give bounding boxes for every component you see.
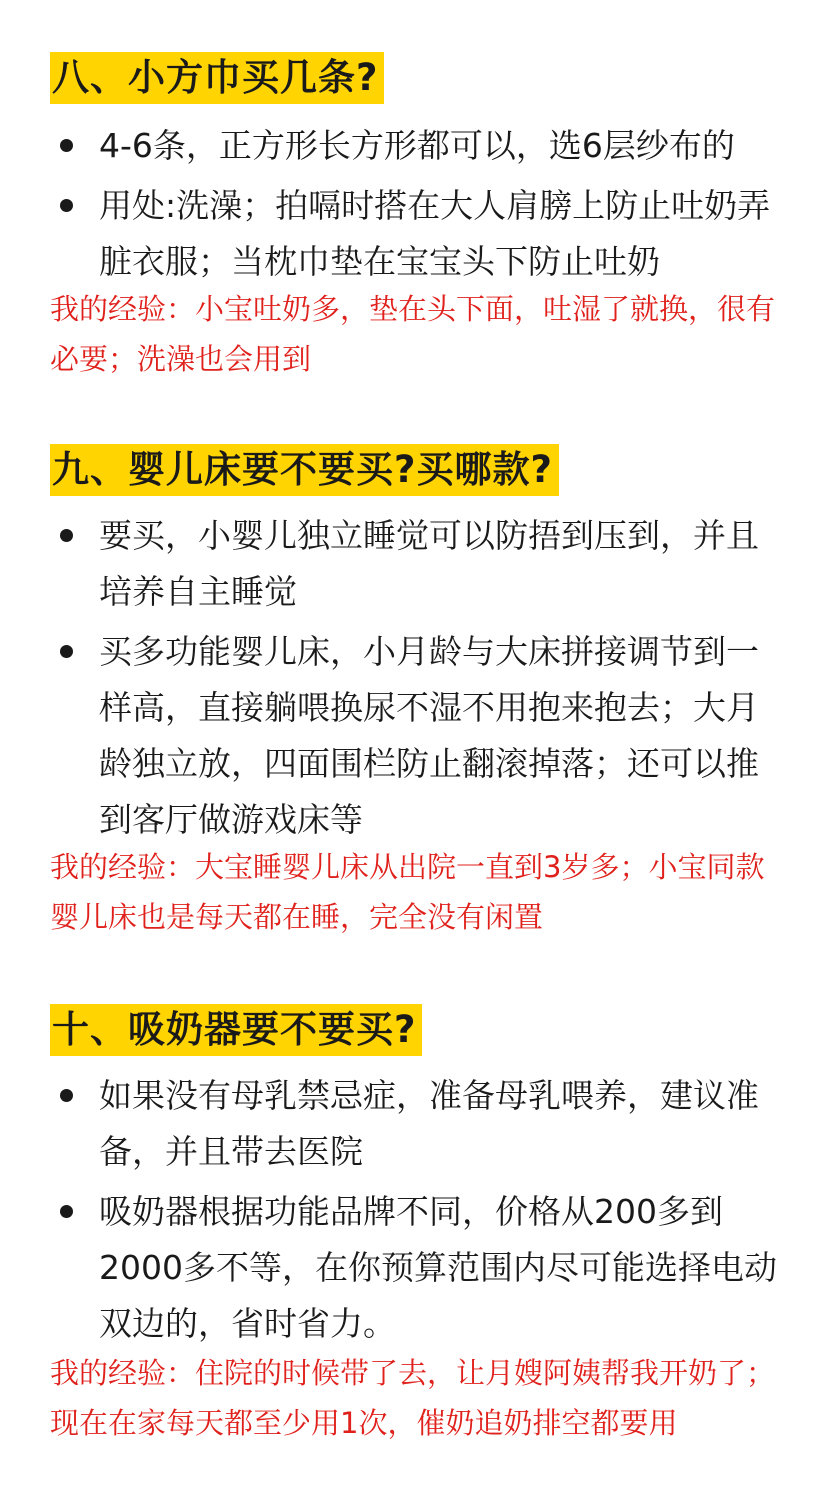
bullet-dot-icon bbox=[60, 645, 73, 658]
bullet-dot-icon bbox=[60, 529, 73, 542]
list-item bbox=[0, 1068, 828, 1180]
section-heading: 九、婴儿床要不要买?买哪款? bbox=[50, 444, 559, 496]
bullet-text: 4-6条，正方形长方形都可以，选6层纱布的 bbox=[99, 126, 735, 165]
bullet-dot-icon bbox=[60, 1205, 73, 1218]
list-item bbox=[0, 178, 828, 290]
experience-note: 我的经验：住院的时候带了去，让月嫂阿姨帮我开奶了；现在在家每天都至少用1次，催奶追奶排空都要用 bbox=[50, 1356, 776, 1440]
bullet-text: 要买，小婴儿独立睡觉可以防捂到压到，并且培养自主睡觉 bbox=[99, 516, 759, 611]
bullet-list bbox=[0, 508, 828, 848]
bullet-text: 买多功能婴儿床，小月龄与大床拼接调节到一样高，直接躺喂换尿不湿不用抱来抱去；大月龄独立放，四面围栏防止翻滚掉落；还可以推到客厅做游戏床等 bbox=[99, 632, 759, 839]
bullet-text: 用处:洗澡；拍嗝时搭在大人肩膀上防止吐奶弄脏衣服；当枕巾垫在宝宝头下防止吐奶 bbox=[99, 186, 771, 281]
experience-note: 我的经验：小宝吐奶多，垫在头下面，吐湿了就换，很有必要；洗澡也会用到 bbox=[50, 292, 776, 376]
experience-note: 我的经验：大宝睡婴儿床从出院一直到3岁多；小宝同款婴儿床也是每天都在睡，完全没有闲置 bbox=[50, 850, 765, 934]
bullet-text: 吸奶器根据功能品牌不同，价格从200多到2000多不等，在你预算范围内尽可能选择电动双边的，省时省力。 bbox=[99, 1192, 777, 1343]
list-item bbox=[0, 508, 828, 620]
bullet-text: 如果没有母乳禁忌症，准备母乳喂养，建议准备，并且带去医院 bbox=[99, 1076, 759, 1171]
list-item bbox=[0, 1184, 828, 1352]
bullet-dot-icon bbox=[60, 139, 73, 152]
list-item bbox=[0, 118, 828, 174]
bullet-list bbox=[0, 1068, 828, 1352]
bullet-dot-icon bbox=[60, 199, 73, 212]
section-heading: 八、小方巾买几条? bbox=[50, 52, 384, 104]
bullet-dot-icon bbox=[60, 1089, 73, 1102]
section-heading: 十、吸奶器要不要买? bbox=[50, 1004, 422, 1056]
list-item bbox=[0, 624, 828, 848]
bullet-list bbox=[0, 118, 828, 290]
